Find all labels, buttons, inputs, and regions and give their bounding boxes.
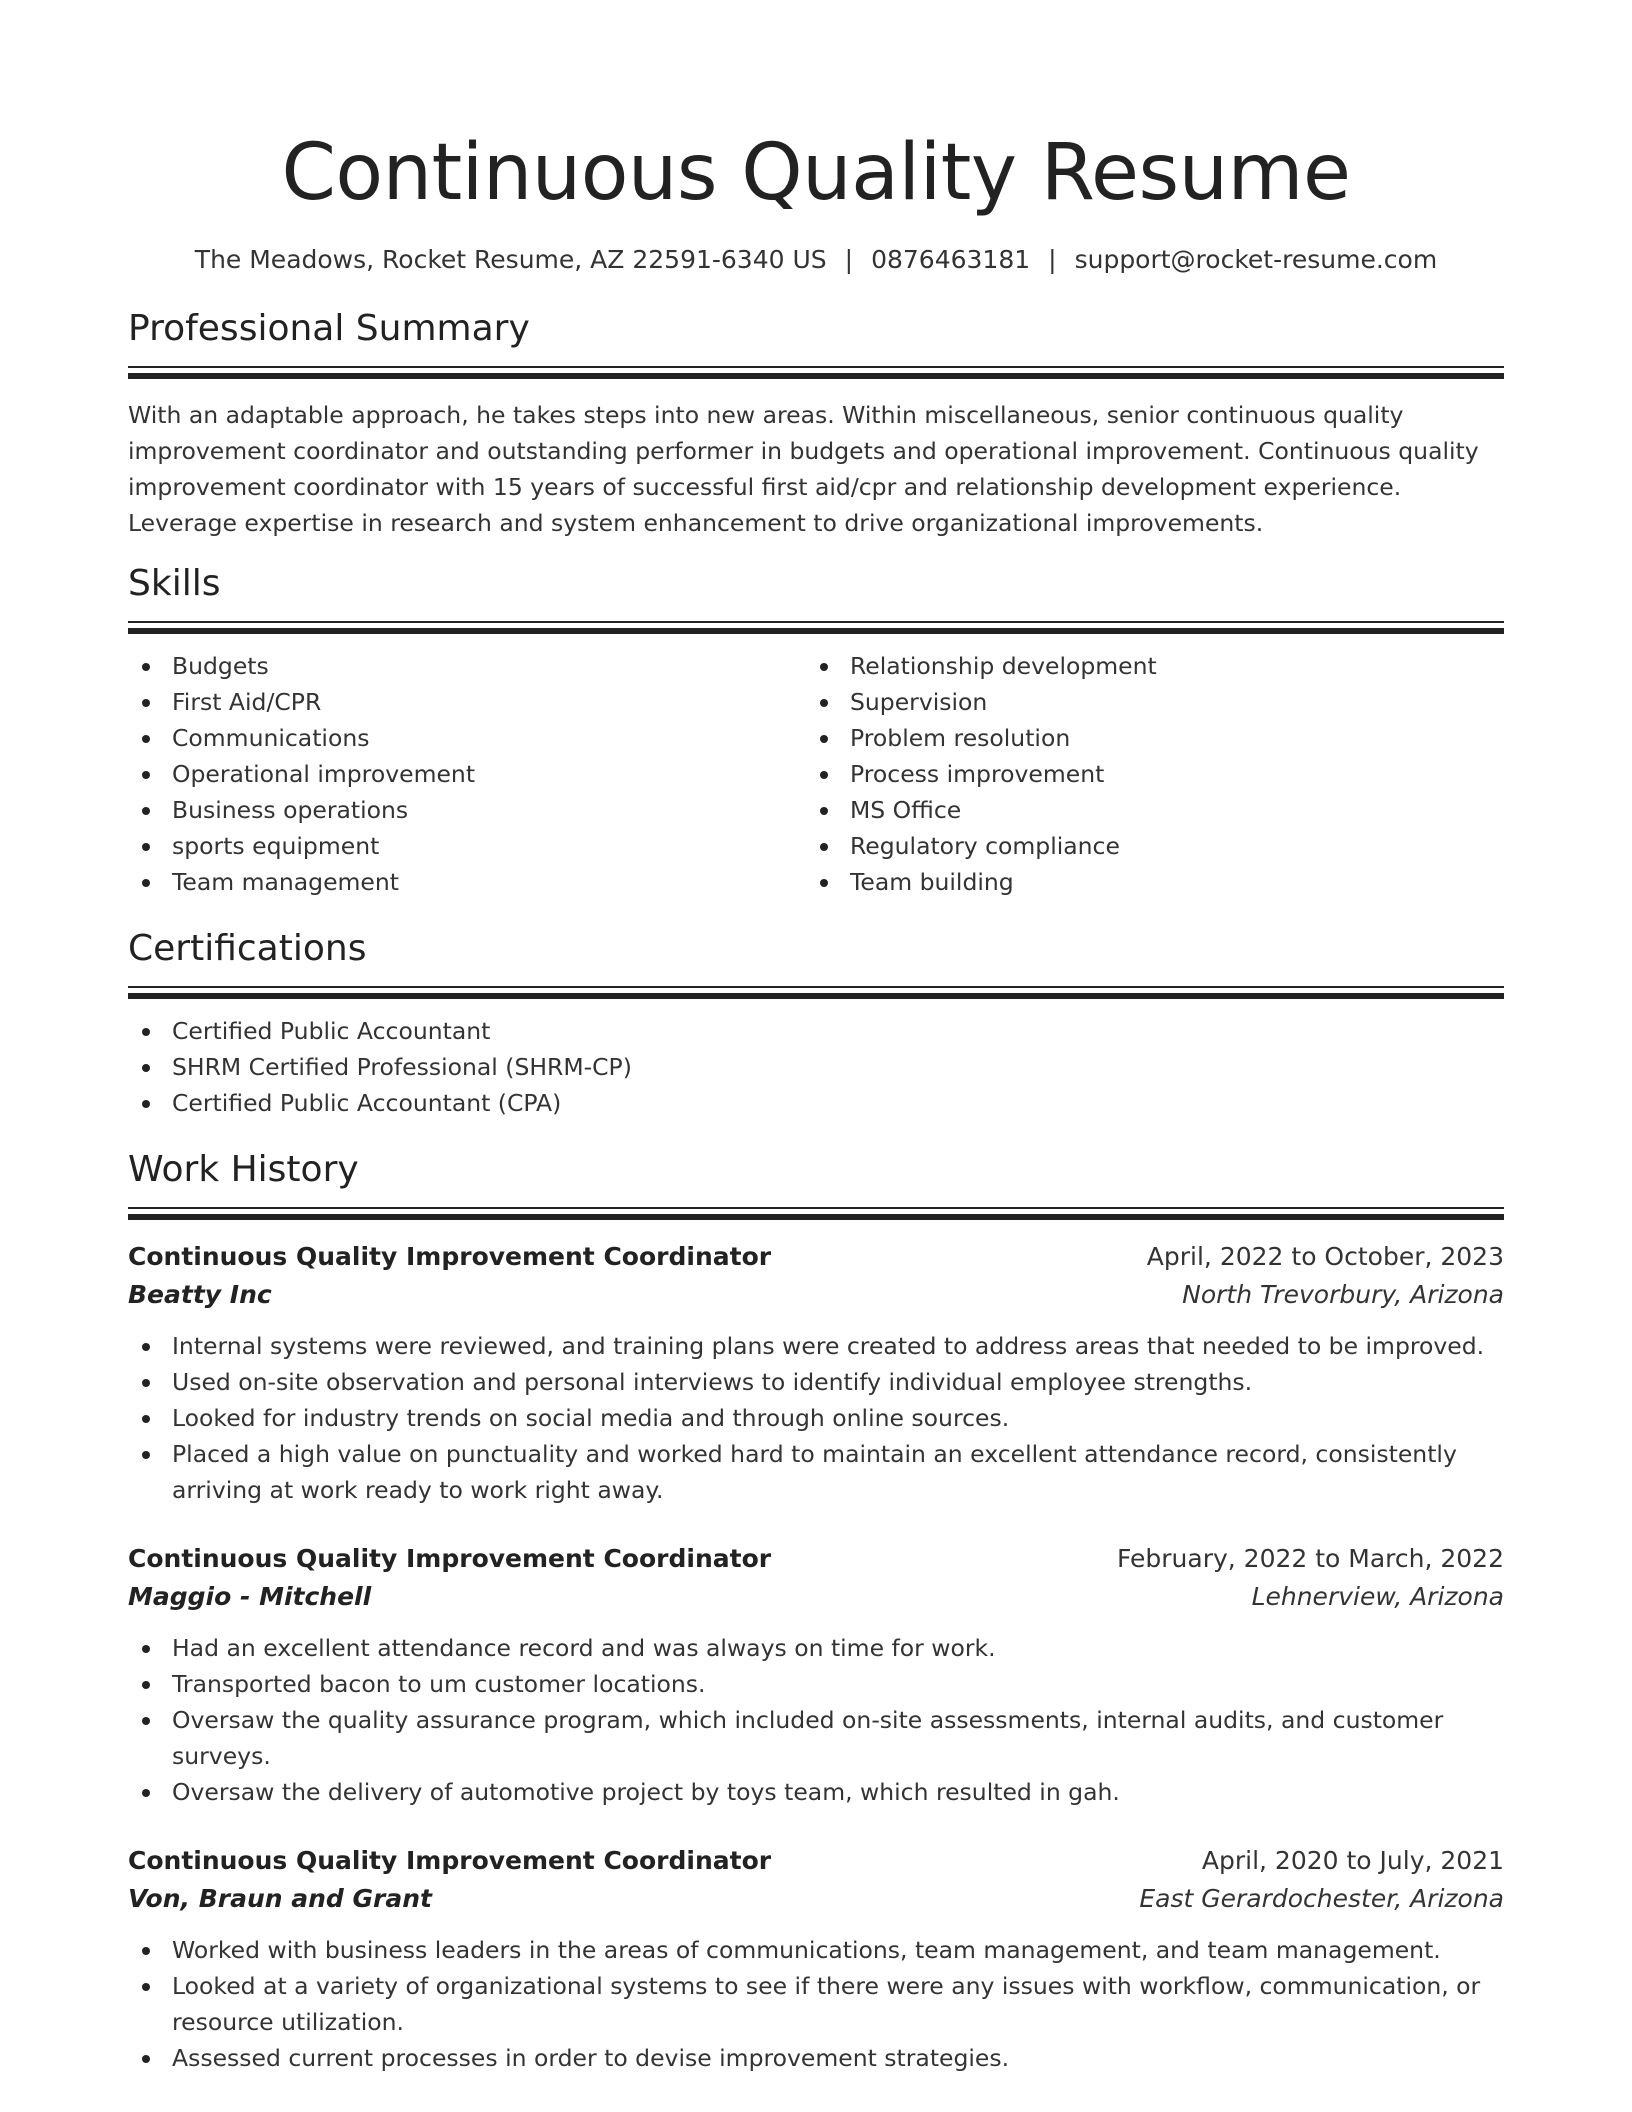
resume-page bbox=[128, 0, 1504, 2076]
job-header bbox=[128, 1238, 1504, 1276]
contact-address: The Meadows, Rocket Resume, AZ 22591-6340 US bbox=[194, 245, 827, 274]
certification-item: SHRM Certified Professional (SHRM-CP) bbox=[128, 1049, 1504, 1085]
job-company: Beatty Inc bbox=[128, 1280, 272, 1309]
job-bullet: Had an excellent attendance record and was always on time for work. bbox=[128, 1630, 1504, 1666]
job-bullet: Transported bacon to um customer locations. bbox=[128, 1666, 1504, 1702]
job-location: East Gerardochester, Arizona bbox=[1139, 1884, 1504, 1913]
job-bullet: Oversaw the delivery of automotive project by toys team, which resulted in gah. bbox=[128, 1774, 1504, 1810]
job-subheader bbox=[128, 1578, 1504, 1616]
contact-separator: | bbox=[844, 245, 854, 274]
skills-grid bbox=[128, 648, 1504, 900]
job-bullet: Worked with business leaders in the areas of communications, team management, and team management. bbox=[128, 1932, 1504, 1968]
section-title-certifications: Certifications bbox=[128, 928, 367, 969]
job-header bbox=[128, 1842, 1504, 1880]
job-subheader bbox=[128, 1276, 1504, 1314]
section-divider bbox=[128, 366, 1504, 379]
section-divider bbox=[128, 621, 1504, 634]
resume-name: Continuous Quality Resume bbox=[281, 128, 1351, 218]
section-title-work-history: Work History bbox=[128, 1149, 359, 1190]
job-bullets bbox=[128, 1932, 1504, 2076]
summary-text: With an adaptable approach, he takes steps into new areas. Within miscellaneous, senior continuous quality improvement coordinator and outstanding performer in budgets and operational improvement. Continuous quality improvement coordinator with 15 years of successful first aid/cpr and relationship development experience. Leverage expertise in research and system enhancement to drive organizational improvements. bbox=[128, 401, 1479, 537]
certifications-list bbox=[128, 1013, 1504, 1121]
contact-email: support@rocket-resume.com bbox=[1074, 245, 1438, 274]
job-title: Continuous Quality Improvement Coordinator bbox=[128, 1846, 772, 1875]
skill-item: Business operations bbox=[128, 792, 806, 828]
job-location: Lehnerview, Arizona bbox=[1251, 1582, 1504, 1611]
job-bullets bbox=[128, 1328, 1504, 1508]
job-dates: February, 2022 to March, 2022 bbox=[1116, 1544, 1504, 1573]
summary-section bbox=[128, 304, 1504, 541]
section-title-summary: Professional Summary bbox=[128, 308, 530, 349]
skill-item: Budgets bbox=[128, 648, 806, 684]
contact-line bbox=[128, 242, 1504, 278]
job-location: North Trevorbury, Arizona bbox=[1182, 1280, 1504, 1309]
job-entry bbox=[128, 1238, 1504, 1508]
job-bullet: Used on-site observation and personal interviews to identify individual employee strengths. bbox=[128, 1364, 1504, 1400]
job-bullet: Looked at a variety of organizational systems to see if there were any issues with workflow, communication, or resource utilization. bbox=[128, 1968, 1504, 2040]
skill-item: Problem resolution bbox=[806, 720, 1484, 756]
certifications-section bbox=[128, 924, 1504, 1121]
job-bullets bbox=[128, 1630, 1504, 1810]
skills-list-left bbox=[128, 648, 806, 900]
job-subheader bbox=[128, 1880, 1504, 1918]
section-divider bbox=[128, 986, 1504, 999]
skill-item: Supervision bbox=[806, 684, 1484, 720]
skills-section bbox=[128, 559, 1504, 900]
certification-item: Certified Public Accountant (CPA) bbox=[128, 1085, 1504, 1121]
skill-item: Team building bbox=[806, 864, 1484, 900]
work-history-section bbox=[128, 1145, 1504, 2076]
section-title-skills: Skills bbox=[128, 563, 221, 604]
job-company: Maggio - Mitchell bbox=[128, 1582, 372, 1611]
job-entry bbox=[128, 1540, 1504, 1810]
skill-item: Relationship development bbox=[806, 648, 1484, 684]
skill-item: sports equipment bbox=[128, 828, 806, 864]
contact-phone: 0876463181 bbox=[871, 245, 1031, 274]
certification-item: Certified Public Accountant bbox=[128, 1013, 1504, 1049]
skill-item: First Aid/CPR bbox=[128, 684, 806, 720]
job-entry bbox=[128, 1842, 1504, 2076]
job-bullet: Assessed current processes in order to devise improvement strategies. bbox=[128, 2040, 1504, 2076]
skills-list-right bbox=[806, 648, 1484, 900]
job-header bbox=[128, 1540, 1504, 1578]
contact-separator: | bbox=[1048, 245, 1057, 274]
job-bullet: Internal systems were reviewed, and training plans were created to address areas that needed to be improved. bbox=[128, 1328, 1504, 1364]
job-dates: April, 2022 to October, 2023 bbox=[1146, 1242, 1504, 1271]
job-bullet: Placed a high value on punctuality and worked hard to maintain an excellent attendance record, consistently arriving at work ready to work right away. bbox=[128, 1436, 1504, 1508]
job-company: Von, Braun and Grant bbox=[128, 1884, 432, 1913]
skill-item: Regulatory compliance bbox=[806, 828, 1484, 864]
skill-item: Operational improvement bbox=[128, 756, 806, 792]
skill-item: MS Office bbox=[806, 792, 1484, 828]
skill-item: Process improvement bbox=[806, 756, 1484, 792]
job-bullet: Oversaw the quality assurance program, which included on-site assessments, internal audits, and customer surveys. bbox=[128, 1702, 1504, 1774]
skill-item: Communications bbox=[128, 720, 806, 756]
section-divider bbox=[128, 1207, 1504, 1220]
job-title: Continuous Quality Improvement Coordinator bbox=[128, 1544, 772, 1573]
skill-item: Team management bbox=[128, 864, 806, 900]
job-title: Continuous Quality Improvement Coordinator bbox=[128, 1242, 772, 1271]
job-dates: April, 2020 to July, 2021 bbox=[1201, 1846, 1504, 1875]
job-bullet: Looked for industry trends on social media and through online sources. bbox=[128, 1400, 1504, 1436]
